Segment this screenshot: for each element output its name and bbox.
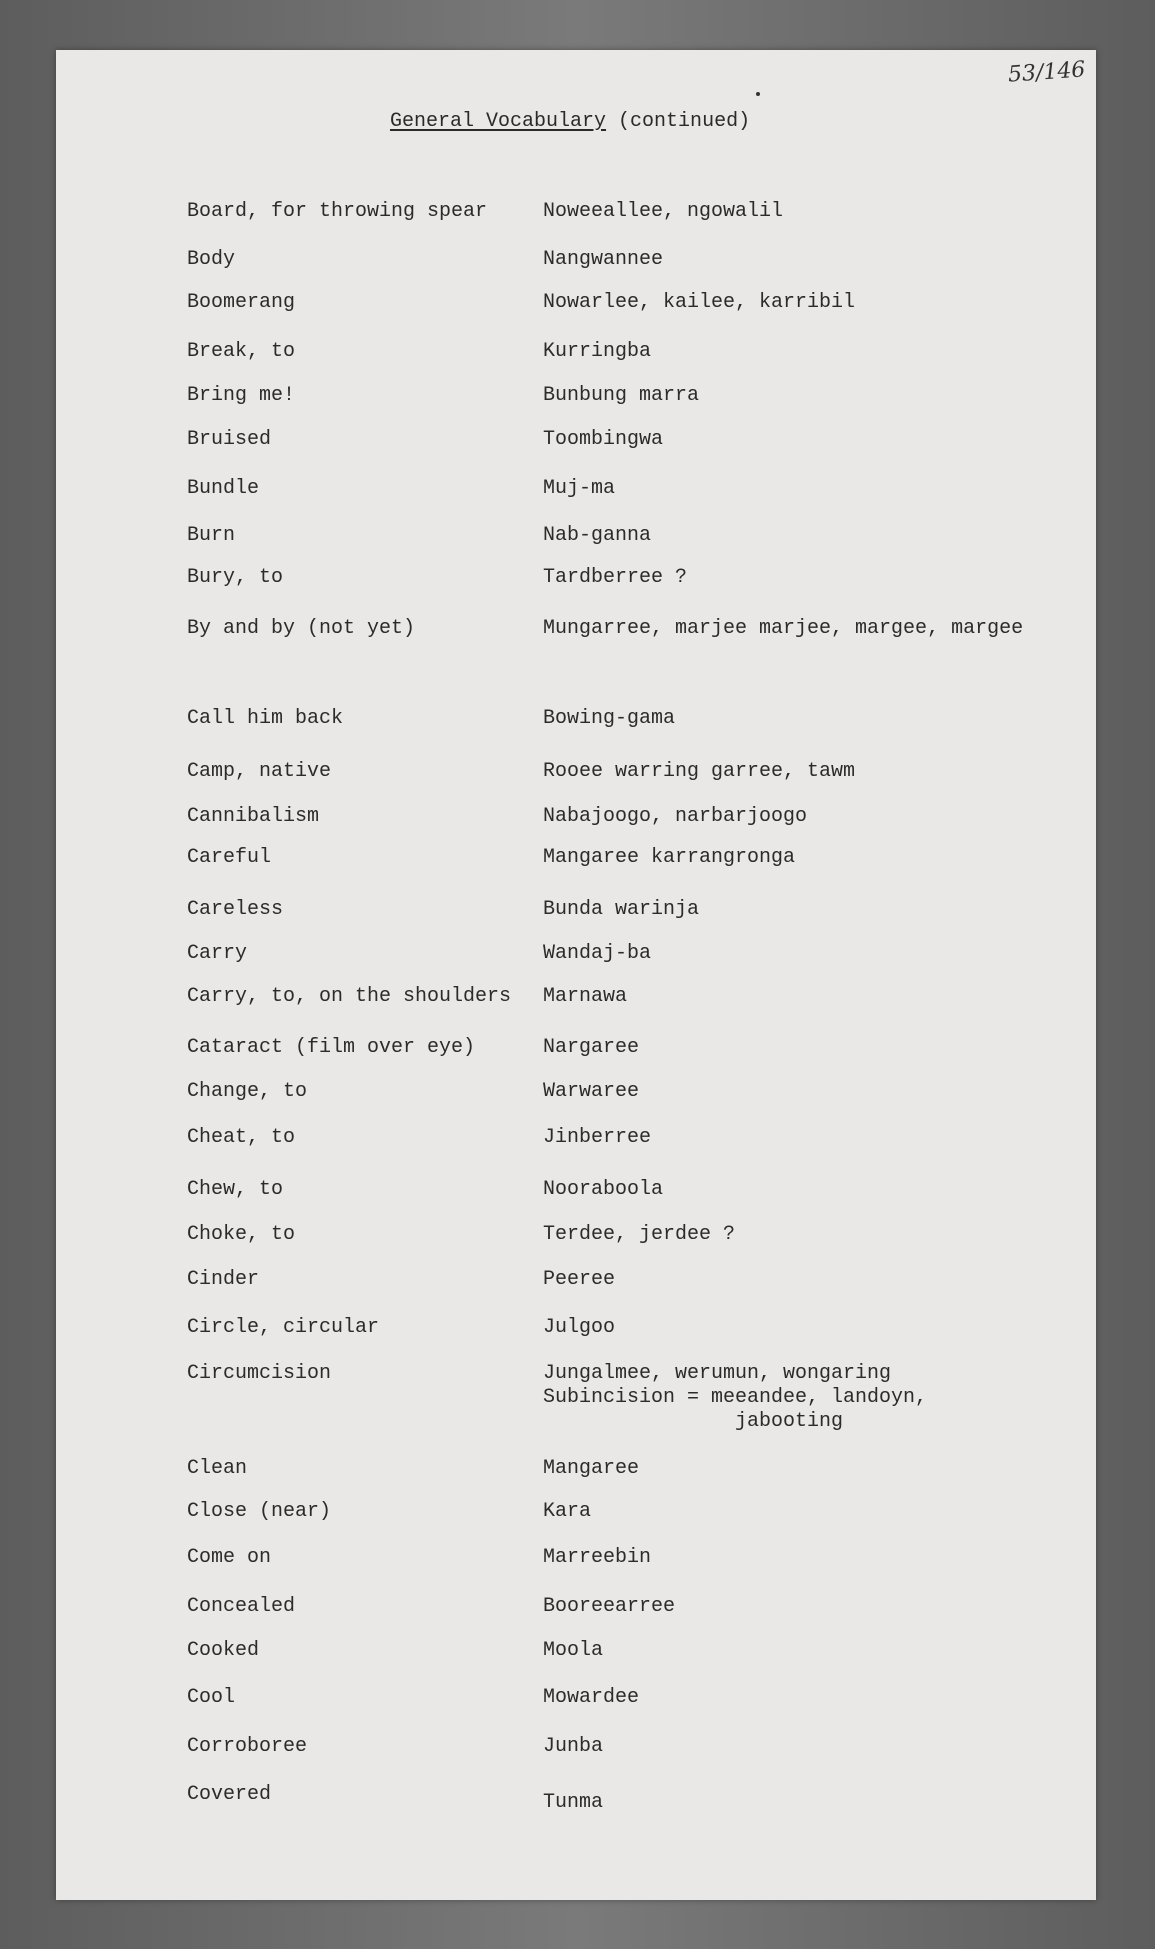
entry-definition: Peeree <box>543 1268 616 1291</box>
entry-term: Bundle <box>187 477 260 500</box>
entry-term: Call him back <box>187 707 344 730</box>
entry-term: Bury, to <box>187 566 284 589</box>
entry-definition: Nabajoogo, narbarjoogo <box>543 805 808 828</box>
entry-term: Cinder <box>187 1268 260 1291</box>
entry-term: Cooked <box>187 1639 260 1662</box>
entry-term: Burn <box>187 524 236 547</box>
entry-term: Circle, circular <box>187 1316 380 1339</box>
entry-definition: Marreebin <box>543 1546 652 1569</box>
entry-term: Careful <box>187 846 272 869</box>
entry-definition: Noweeallee, ngowalil <box>543 200 784 223</box>
entry-term: Circumcision <box>187 1362 332 1385</box>
entry-term: Body <box>187 248 236 271</box>
entry-definition: Tardberree ? <box>543 566 688 589</box>
entry-term: Come on <box>187 1546 272 1569</box>
entry-term: Carry, to, on the shoulders <box>187 985 512 1008</box>
entry-definition: Kurringba <box>543 340 652 363</box>
entry-term: Board, for throwing spear <box>187 200 488 223</box>
entry-term: Bruised <box>187 428 272 451</box>
entry-definition: Booreearree <box>543 1595 676 1618</box>
entry-definition: Nangwannee <box>543 248 664 271</box>
entry-term: Clean <box>187 1457 248 1480</box>
entry-definition: Warwaree <box>543 1080 640 1103</box>
entry-definition: Moola <box>543 1639 604 1662</box>
entry-definition: Mungarree, marjee marjee, margee, margee <box>543 617 1024 640</box>
entry-term: Close (near) <box>187 1500 332 1523</box>
entry-definition: Wandaj-ba <box>543 942 652 965</box>
entry-term: Careless <box>187 898 284 921</box>
entry-term: Corroboree <box>187 1735 308 1758</box>
entry-definition: Bunbung marra <box>543 384 700 407</box>
entry-term: Cheat, to <box>187 1126 296 1149</box>
entry-term: By and by (not yet) <box>187 617 416 640</box>
entry-term: Bring me! <box>187 384 296 407</box>
page-title-suffix: (continued) <box>606 110 751 133</box>
entry-definition: Rooee warring garree, tawm <box>543 760 856 783</box>
entry-definition: Marnawa <box>543 985 628 1008</box>
entry-term: Concealed <box>187 1595 296 1618</box>
entry-definition: Nooraboola <box>543 1178 664 1201</box>
entry-definition: Mangaree <box>543 1457 640 1480</box>
entry-term: Covered <box>187 1783 272 1806</box>
page-title-main: General Vocabulary <box>390 110 607 133</box>
entry-definition: Mangaree karrangronga <box>543 846 796 869</box>
entry-definition: Nargaree <box>543 1036 640 1059</box>
entry-definition: Nab-ganna <box>543 524 652 547</box>
entry-definition: Bowing-gama <box>543 707 676 730</box>
entry-definition: Toombingwa <box>543 428 664 451</box>
entry-definition: Nowarlee, kailee, karribil <box>543 291 856 314</box>
entry-definition: Junba <box>543 1735 604 1758</box>
entry-definition: Muj-ma <box>543 477 616 500</box>
entry-definition: Jinberree <box>543 1126 652 1149</box>
entry-definition: Kara <box>543 1500 592 1523</box>
entry-definition: Bunda warinja <box>543 898 700 921</box>
entry-definition: Mowardee <box>543 1686 640 1709</box>
page-number: 53/146 <box>1007 57 1087 88</box>
entry-term: Cataract (film over eye) <box>187 1036 476 1059</box>
entry-definition: Tunma <box>543 1791 604 1814</box>
entry-term: Chew, to <box>187 1178 284 1201</box>
entry-term: Boomerang <box>187 291 296 314</box>
entry-term: Cannibalism <box>187 805 320 828</box>
entry-term: Break, to <box>187 340 296 363</box>
entry-term: Carry <box>187 942 248 965</box>
entry-definition: Jungalmee, werumun, wongaring Subincision = meeandee, landoyn, jabooting <box>543 1362 928 1433</box>
entry-term: Camp, native <box>187 760 332 783</box>
entry-definition: Julgoo <box>543 1316 616 1339</box>
entry-definition: Terdee, jerdee ? <box>543 1223 736 1246</box>
entry-term: Choke, to <box>187 1223 296 1246</box>
entry-term: Change, to <box>187 1080 308 1103</box>
entry-term: Cool <box>187 1686 236 1709</box>
